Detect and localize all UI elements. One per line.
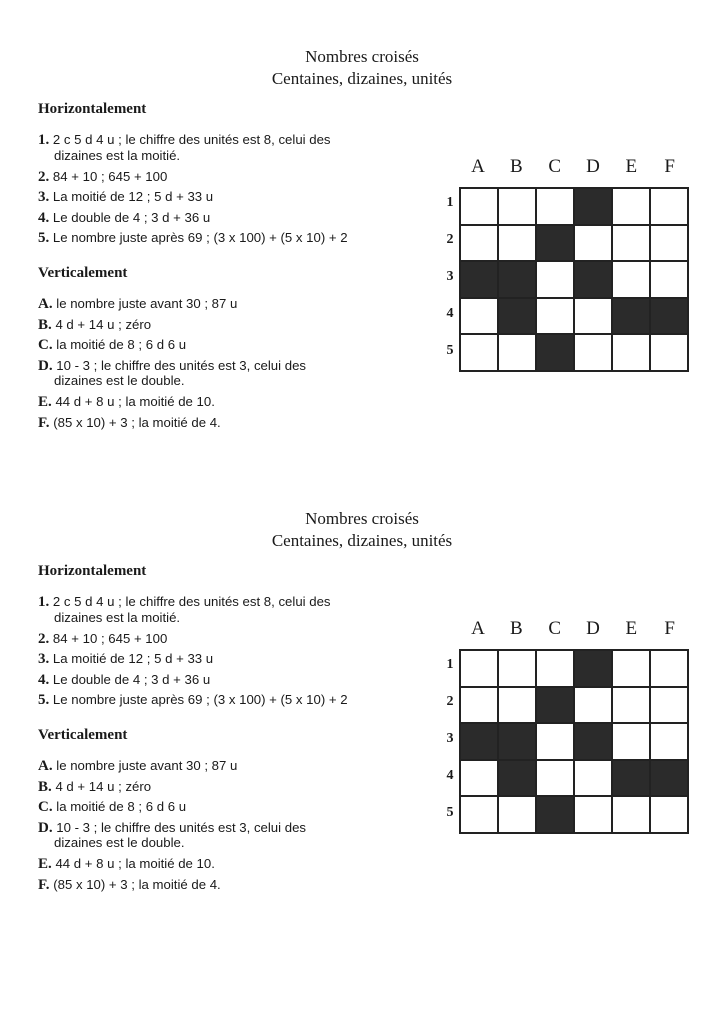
grid-cell-empty[interactable] [612, 723, 650, 760]
clue-text: (85 x 10) + 3 ; la moitié de 4. [53, 876, 221, 892]
clue-number: C. [38, 337, 53, 353]
grid-cell-black [536, 225, 574, 262]
clue-text-continued: dizaines est le double. [54, 835, 185, 850]
vertical-clue-list [38, 294, 418, 433]
grid-cell-black [460, 723, 498, 760]
grid-row-label: 4 [446, 306, 454, 321]
clue-item [38, 392, 418, 413]
clue-text-continued: dizaines est la moitié. [54, 147, 181, 163]
clue-text: 10 - 3 ; le chiffre des unités est 3, celui des [56, 357, 306, 373]
clue-text: Le nombre juste après 69 ; (3 x 100) + (5 x 10) + 2 [52, 230, 348, 245]
grid-cell-empty[interactable] [612, 687, 650, 724]
clue-number: B. [38, 316, 52, 333]
grid-cell-empty[interactable] [498, 334, 536, 371]
grid-cell-empty[interactable] [612, 650, 650, 687]
grid-cell-empty[interactable] [612, 796, 650, 833]
clue-text-continued: dizaines est le double. [54, 373, 185, 388]
clue-number: 1. [38, 132, 50, 148]
grid-cell-empty[interactable] [650, 796, 688, 833]
clue-item [38, 818, 418, 852]
clue-number: A. [38, 296, 53, 312]
grid-cell-empty[interactable] [536, 760, 574, 797]
grid-cell-black [536, 334, 574, 371]
clue-item [38, 413, 418, 434]
vertical-heading: Verticalement [38, 727, 128, 743]
grid-column-label: B [509, 156, 523, 177]
grid-cell-empty[interactable] [612, 261, 650, 298]
horizontal-heading: Horizontalement [38, 101, 147, 117]
grid-cell-empty[interactable] [612, 225, 650, 262]
crossword-sheet [0, 462, 724, 922]
grid-cell-black [612, 760, 650, 797]
grid-cell-empty[interactable] [536, 188, 574, 225]
horizontal-clue-list [38, 592, 418, 711]
clue-item [38, 356, 418, 390]
grid-cell-empty[interactable] [498, 650, 536, 687]
clue-number: 4. [38, 209, 50, 226]
grid-cell-empty[interactable] [498, 225, 536, 262]
clue-number: D. [38, 357, 53, 374]
clue-item [38, 690, 418, 711]
grid-cell-empty[interactable] [460, 650, 498, 687]
clue-text-continued: dizaines est la moitié. [54, 609, 181, 625]
grid-cell-empty[interactable] [460, 188, 498, 225]
grid-row-label: 1 [446, 657, 454, 672]
grid-cell-black [574, 650, 612, 687]
grid-row-label: 2 [446, 694, 454, 709]
grid-cell-black [498, 261, 536, 298]
grid-column-label: C [548, 618, 561, 639]
clue-item [38, 629, 418, 650]
clue-number: 5. [38, 692, 50, 708]
grid-cell-empty[interactable] [650, 650, 688, 687]
clue-number: 5. [38, 230, 50, 246]
grid-cell-empty[interactable] [650, 723, 688, 760]
grid-cell-empty[interactable] [460, 796, 498, 833]
grid-cell-empty[interactable] [574, 760, 612, 797]
sheet-subtitle: Centaines, dizaines, unités [271, 531, 453, 550]
clue-text: la moitié de 8 ; 6 d 6 u [56, 799, 187, 814]
grid-row-label: 2 [446, 232, 454, 247]
sheet-title: Nombres croisés [305, 47, 419, 66]
grid-row-label: 3 [446, 269, 454, 284]
vertical-heading: Verticalement [38, 265, 128, 281]
grid-cell-black [536, 687, 574, 724]
grid-column-label: A [471, 156, 485, 177]
clue-item [38, 130, 418, 164]
clue-text: 44 d + 8 u ; la moitié de 10. [55, 394, 215, 409]
clue-number: B. [38, 778, 52, 795]
grid-cell-black [498, 298, 536, 335]
grid-cell-black [460, 261, 498, 298]
grid-cell-empty[interactable] [536, 298, 574, 335]
grid-cell-empty[interactable] [650, 225, 688, 262]
grid-cell-empty[interactable] [612, 188, 650, 225]
clue-item [38, 670, 418, 691]
grid-column-label: F [664, 618, 675, 639]
grid-row-label: 4 [446, 768, 454, 783]
clue-item [38, 315, 418, 336]
clue-text: 84 + 10 ; 645 + 100 [52, 168, 168, 184]
grid-cell-empty[interactable] [650, 188, 688, 225]
grid-cell-empty[interactable] [536, 261, 574, 298]
grid-cell-black [498, 760, 536, 797]
clue-item [38, 187, 418, 208]
clue-number: D. [38, 819, 53, 836]
clue-text: 2 c 5 d 4 u ; le chiffre des unités est 8, celui des [52, 132, 331, 147]
grid-cell-black [574, 261, 612, 298]
clue-item [38, 756, 418, 777]
grid-cell-black [536, 796, 574, 833]
clue-text: La moitié de 12 ; 5 d + 33 u [52, 651, 214, 666]
grid-cell-empty[interactable] [498, 188, 536, 225]
crossword-sheet [0, 0, 724, 460]
clue-text: Le nombre juste après 69 ; (3 x 100) + (5 x 10) + 2 [52, 692, 348, 707]
grid-column-label: C [548, 156, 561, 177]
clue-number: A. [38, 758, 53, 774]
sheet-subtitle: Centaines, dizaines, unités [271, 69, 453, 88]
grid-cell-black [650, 760, 688, 797]
grid-cell-empty[interactable] [574, 334, 612, 371]
clue-number: 3. [38, 189, 50, 205]
clue-number: 1. [38, 594, 50, 610]
grid-cell-empty[interactable] [460, 760, 498, 797]
crossword-grid [459, 187, 689, 372]
grid-cell-empty[interactable] [650, 334, 688, 371]
clue-text: 4 d + 14 u ; zéro [55, 778, 152, 794]
grid-cell-empty[interactable] [650, 261, 688, 298]
clue-text: Le double de 4 ; 3 d + 36 u [52, 671, 211, 687]
clue-number: 2. [38, 630, 50, 647]
clue-item [38, 854, 418, 875]
clue-item [38, 228, 418, 249]
clue-item [38, 875, 418, 896]
grid-cell-black [612, 298, 650, 335]
grid-cell-empty[interactable] [574, 687, 612, 724]
grid-cell-black [650, 298, 688, 335]
grid-cell-black [574, 723, 612, 760]
grid-column-label: D [586, 618, 600, 639]
grid-column-label: E [625, 156, 638, 177]
grid-cell-empty[interactable] [574, 298, 612, 335]
grid-cell-empty[interactable] [536, 650, 574, 687]
grid-column-label: A [471, 618, 485, 639]
clue-number: 2. [38, 168, 50, 185]
clue-item [38, 777, 418, 798]
grid-cell-empty[interactable] [574, 796, 612, 833]
grid-cell-empty[interactable] [612, 334, 650, 371]
horizontal-heading: Horizontalement [38, 563, 147, 579]
grid-cell-black [498, 723, 536, 760]
grid-row-label: 5 [446, 343, 454, 358]
grid-column-label: D [586, 156, 600, 177]
grid-row-label: 5 [446, 805, 454, 820]
clue-number: 3. [38, 651, 50, 667]
grid-cell-empty[interactable] [650, 687, 688, 724]
grid-cell-empty[interactable] [498, 796, 536, 833]
clue-text: (85 x 10) + 3 ; la moitié de 4. [53, 414, 221, 430]
grid-cell-empty[interactable] [460, 225, 498, 262]
grid-row-label: 3 [446, 731, 454, 746]
clue-text: 2 c 5 d 4 u ; le chiffre des unités est 8, celui des [52, 594, 331, 609]
clue-number: E. [38, 394, 52, 410]
clue-number: C. [38, 799, 53, 815]
horizontal-clue-list [38, 130, 418, 249]
clue-item [38, 294, 418, 315]
grid-cell-empty[interactable] [498, 687, 536, 724]
clue-item [38, 797, 418, 818]
clue-text: 44 d + 8 u ; la moitié de 10. [55, 856, 215, 871]
clue-number: F. [38, 876, 50, 893]
clue-text: 84 + 10 ; 645 + 100 [52, 630, 168, 646]
clue-item [38, 208, 418, 229]
clue-item [38, 592, 418, 626]
grid-cell-empty[interactable] [460, 298, 498, 335]
clue-item [38, 167, 418, 188]
crossword-grid [459, 649, 689, 834]
clue-text: le nombre juste avant 30 ; 87 u [56, 758, 238, 773]
clue-number: E. [38, 856, 52, 872]
clue-text: le nombre juste avant 30 ; 87 u [56, 296, 238, 311]
grid-row-label: 1 [446, 195, 454, 210]
grid-column-label: F [664, 156, 675, 177]
clue-text: La moitié de 12 ; 5 d + 33 u [52, 189, 214, 204]
clue-text: 10 - 3 ; le chiffre des unités est 3, celui des [56, 819, 306, 835]
clue-text: 4 d + 14 u ; zéro [55, 316, 152, 332]
grid-column-label: B [509, 618, 523, 639]
grid-cell-empty[interactable] [460, 334, 498, 371]
grid-column-label: E [625, 618, 638, 639]
vertical-clue-list [38, 756, 418, 895]
grid-cell-empty[interactable] [536, 723, 574, 760]
clue-item [38, 649, 418, 670]
clue-text: Le double de 4 ; 3 d + 36 u [52, 209, 211, 225]
clue-item [38, 335, 418, 356]
clue-number: F. [38, 414, 50, 431]
grid-cell-empty[interactable] [574, 225, 612, 262]
grid-cell-black [574, 188, 612, 225]
grid-cell-empty[interactable] [460, 687, 498, 724]
clue-number: 4. [38, 671, 50, 688]
clue-text: la moitié de 8 ; 6 d 6 u [56, 337, 187, 352]
sheet-title: Nombres croisés [305, 509, 419, 528]
